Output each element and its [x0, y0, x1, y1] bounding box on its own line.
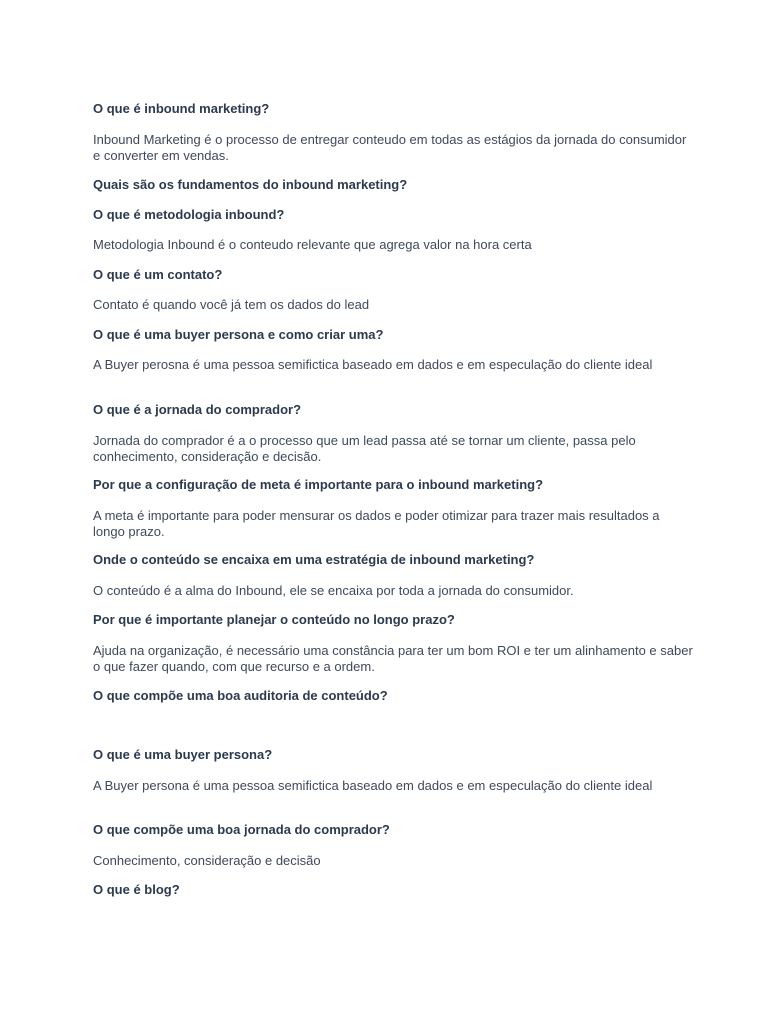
- answer-text: Contato é quando você já tem os dados do lead: [93, 297, 370, 312]
- question-heading: O que é uma buyer persona?: [93, 747, 273, 762]
- qa-block-4: [93, 267, 693, 313]
- question-heading: O que é metodologia inbound?: [93, 207, 285, 222]
- qa-block-6: [93, 402, 693, 465]
- qa-block-11: [93, 747, 693, 794]
- question-heading: O que compõe uma boa auditoria de conteúdo?: [93, 688, 388, 703]
- question-heading: O que é inbound marketing?: [93, 101, 270, 116]
- question-heading: O que é a jornada do comprador?: [93, 402, 302, 417]
- qa-block-3: [93, 207, 693, 253]
- question-heading: Quais são os fundamentos do inbound marketing?: [93, 177, 408, 192]
- qa-block-2: [93, 177, 693, 193]
- question-heading: O que é blog?: [93, 882, 180, 897]
- answer-text: A Buyer perosna é uma pessoa semifictica baseado em dados e em especulação do cliente ideal: [93, 357, 653, 372]
- question-heading: Por que a configuração de meta é importante para o inbound marketing?: [93, 477, 544, 492]
- answer-text: A meta é importante para poder mensurar os dados e poder otimizar para trazer mais resultados a longo prazo.: [93, 508, 660, 539]
- answer-text: Inbound Marketing é o processo de entregar conteudo em todas as estágios da jornada do consumidor e converter em vendas.: [93, 132, 687, 163]
- answer-text: Jornada do comprador é a o processo que um lead passa até se tornar um cliente, passa pelo conhecimento, consideração e decisão.: [93, 433, 636, 464]
- question-heading: O que é um contato?: [93, 267, 223, 282]
- qa-block-12: [93, 822, 693, 869]
- answer-text: Metodologia Inbound é o conteudo relevante que agrega valor na hora certa: [93, 237, 532, 252]
- answer-text: Ajuda na organização, é necessário uma constância para ter um bom ROI e ter um alinhamento e saber o que fazer quando, com que recurso e a ordem.: [93, 643, 693, 674]
- qa-block-13: [93, 882, 693, 898]
- answer-text: Conhecimento, consideração e decisão: [93, 853, 321, 868]
- answer-text: O conteúdo é a alma do Inbound, ele se encaixa por toda a jornada do consumidor.: [93, 583, 574, 598]
- qa-block-1: [93, 101, 693, 164]
- question-heading: O que é uma buyer persona e como criar uma?: [93, 327, 384, 342]
- qa-block-8: [93, 552, 693, 599]
- question-heading: Por que é importante planejar o conteúdo no longo prazo?: [93, 612, 455, 627]
- qa-block-7: [93, 477, 693, 540]
- qa-block-9: [93, 612, 693, 675]
- answer-text: A Buyer persona é uma pessoa semifictica baseado em dados e em especulação do cliente ideal: [93, 778, 653, 793]
- qa-block-10: [93, 688, 693, 704]
- question-heading: O que compõe uma boa jornada do comprador?: [93, 822, 390, 837]
- question-heading: Onde o conteúdo se encaixa em uma estratégia de inbound marketing?: [93, 552, 535, 567]
- qa-block-5: [93, 327, 693, 373]
